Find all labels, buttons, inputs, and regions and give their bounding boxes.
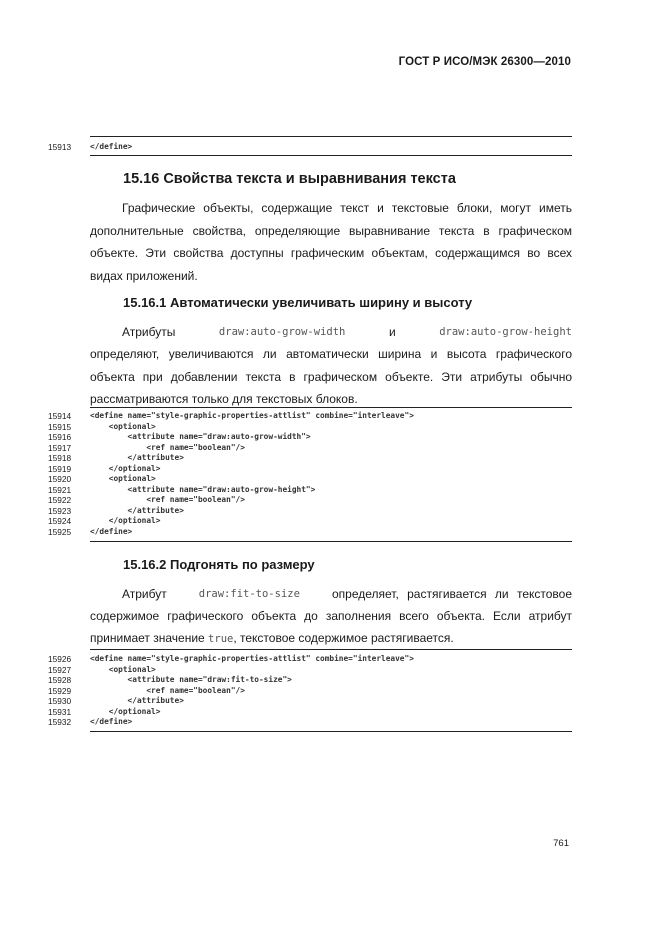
line-number: 15923 — [48, 505, 72, 516]
paragraph-text: принимает значение — [90, 631, 205, 645]
code-block-top-rule — [90, 649, 572, 650]
code-line: </optional> — [90, 463, 161, 473]
section-heading: 15.16 Свойства текста и выравнивания текста — [123, 171, 456, 187]
code-line: </optional> — [90, 516, 161, 525]
line-number: 15914 — [48, 411, 72, 421]
paragraph-text: Графические объекты, содержащие текст и текстовые блоки, могут иметь дополнительные свойства, определяющие выравнивание текста в графическом объекте. Эти свойства доступны графическим объектам, содержащимся во всех видах приложений. — [90, 201, 572, 283]
code-line: </attribute> — [90, 505, 184, 515]
line-number: 15921 — [48, 484, 72, 495]
code-line: <optional> — [90, 664, 156, 674]
line-number: 15925 — [48, 526, 72, 537]
paragraph-line — [90, 627, 572, 651]
code-line: <optional> — [90, 421, 156, 431]
code-block-top-rule — [90, 136, 572, 137]
code-line: <attribute name="draw:auto-grow-width"> — [90, 432, 311, 441]
line-number: 15915 — [48, 421, 72, 432]
code-line: </optional> — [90, 706, 161, 716]
line-number: 15917 — [48, 442, 72, 453]
inline-code: draw:auto-grow-width — [218, 326, 346, 338]
paragraph-first-line — [90, 321, 572, 343]
paragraph-word: Атрибут — [122, 587, 167, 601]
code-block-bottom-rule — [90, 731, 572, 732]
document-header: ГОСТ Р ИСО/МЭК 26300—2010 — [398, 56, 571, 68]
code-line: </define> — [90, 142, 133, 151]
code-line: <attribute name="draw:fit-to-size"> — [90, 675, 292, 684]
line-number: 15924 — [48, 516, 72, 526]
paragraph-first-line — [90, 583, 572, 605]
code-line: <optional> — [90, 474, 156, 483]
subsection-paragraph: определяют, увеличиваются ли автоматически ширина и высота графического объекта при добавлении текста в графическом объекте. Эти атрибуты обычно рассматриваются только для текстовых блоков. — [90, 347, 572, 406]
line-number: 15922 — [48, 495, 72, 505]
line-number: 15926 — [48, 654, 72, 664]
paragraph-word: и — [388, 325, 396, 339]
inline-code: draw:auto-grow-height — [439, 326, 572, 338]
line-number: 15932 — [48, 717, 72, 727]
inline-code: true — [208, 633, 234, 645]
line-number: 15930 — [48, 696, 72, 706]
code-block-top-rule — [90, 407, 572, 408]
code-block-bottom-rule — [90, 541, 572, 542]
code-line: <define name="style-graphic-properties-attlist" combine="interleave"> — [90, 654, 414, 663]
line-number: 15919 — [48, 463, 72, 474]
section-paragraph — [90, 197, 572, 287]
line-number: 15928 — [48, 675, 72, 685]
code-line: </attribute> — [90, 453, 184, 462]
code-line: </attribute> — [90, 696, 184, 705]
code-line: <define name="style-graphic-properties-attlist" combine="interleave"> — [90, 411, 414, 420]
line-number: 15918 — [48, 453, 72, 463]
line-number: 15927 — [48, 664, 72, 675]
line-number: 15916 — [48, 432, 72, 442]
code-line: </define> — [90, 526, 133, 536]
code-line: <ref name="boolean"/> — [90, 442, 245, 452]
paragraph-text: , текстовое содержимое растягивается. — [233, 631, 454, 645]
code-line: </define> — [90, 717, 133, 726]
line-number: 15929 — [48, 685, 72, 696]
code-block-bottom-rule — [90, 155, 572, 156]
subsection-heading: 15.16.2 Подгонять по размеру — [123, 557, 315, 572]
code-line: <attribute name="draw:auto-grow-height"> — [90, 484, 316, 494]
paragraph-words: определяет, растягивается ли текстовое — [331, 587, 572, 601]
paragraph-line: содержимое графического объекта до заполнения всего объекта. Если атрибут — [90, 609, 572, 623]
code-line: <ref name="boolean"/> — [90, 495, 245, 504]
code-line: <ref name="boolean"/> — [90, 685, 245, 695]
subsection-heading: 15.16.1 Автоматически увеличивать ширину и высоту — [123, 295, 473, 310]
line-number: 15913 — [48, 142, 72, 152]
line-number: 15920 — [48, 474, 72, 484]
line-number: 15931 — [48, 706, 72, 717]
page-number: 761 — [553, 838, 569, 849]
inline-code: draw:fit-to-size — [198, 588, 300, 600]
paragraph-word: Атрибуты — [122, 325, 176, 339]
